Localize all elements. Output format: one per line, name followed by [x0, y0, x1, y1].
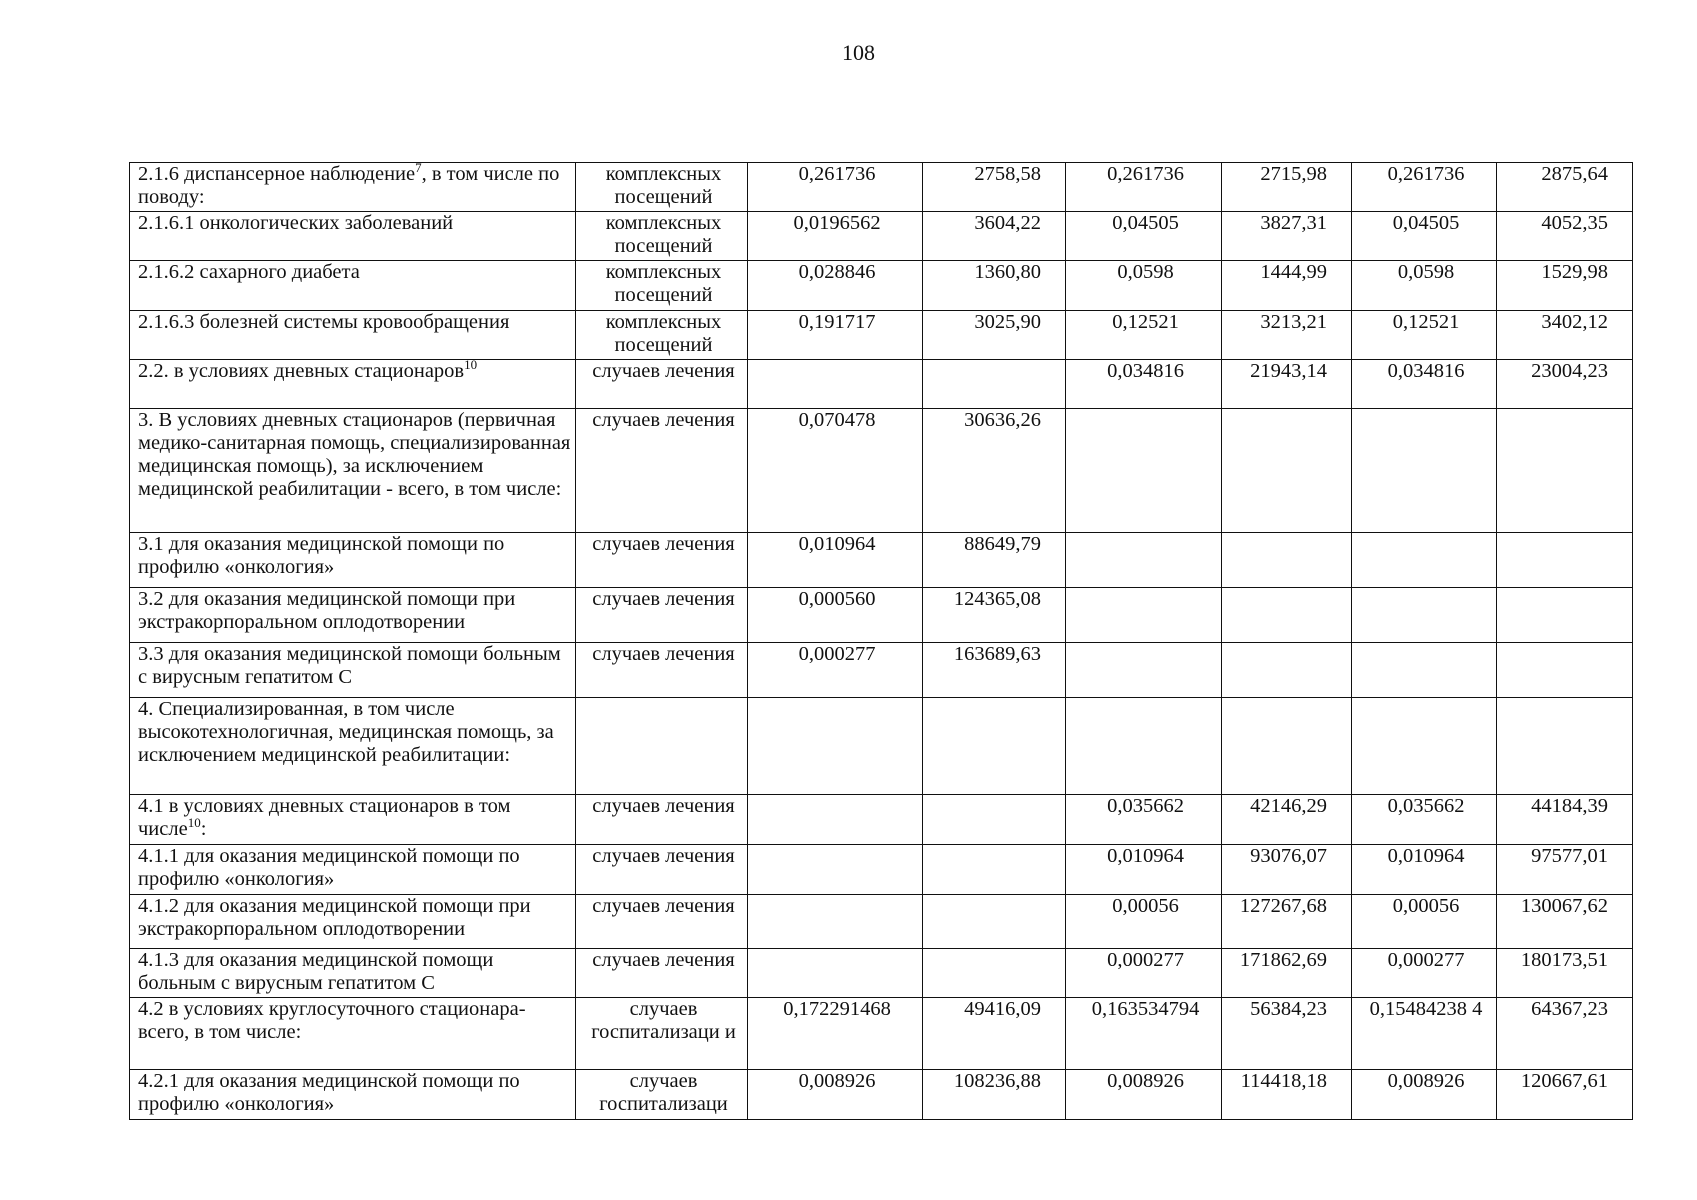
row-name-cell: [130, 261, 576, 311]
unit-cell: случаев лечения: [576, 588, 748, 643]
row-name: 2.1.6.2 сахарного диабета: [138, 261, 360, 283]
value-cell: [1066, 643, 1222, 698]
unit-cell: случаев госпитализаци и: [576, 998, 748, 1070]
value-cell: [1222, 698, 1352, 795]
row-name-cell: [130, 409, 576, 533]
row-name-cell: [130, 698, 576, 795]
value-cell: 0,172291468: [748, 998, 923, 1070]
value-cell: [1497, 698, 1633, 795]
row-name: 4. Специализированная, в том числе высокотехнологичная, медицинская помощь, за исключением медицинской реабилитации:: [138, 698, 554, 766]
unit-cell: комплексных посещений: [576, 311, 748, 360]
table-row: [130, 698, 1633, 795]
standards-table: [129, 162, 1633, 1120]
value-cell: 0,0598: [1352, 261, 1497, 311]
unit-cell: комплексных посещений: [576, 212, 748, 261]
value-cell: 127267,68: [1222, 895, 1352, 949]
unit-cell: случаев лечения: [576, 533, 748, 588]
value-cell: 0,191717: [748, 311, 923, 360]
row-name-cell: [130, 895, 576, 949]
value-cell: 124365,08: [923, 588, 1066, 643]
row-name: 4.1.3 для оказания медицинской помощи больным с вирусным гепатитом С: [138, 949, 494, 994]
value-cell: [1352, 409, 1497, 533]
value-cell: 0,008926: [1352, 1070, 1497, 1120]
value-cell: [1222, 533, 1352, 588]
value-cell: 2715,98: [1222, 163, 1352, 212]
value-cell: [923, 360, 1066, 409]
table-row: [130, 949, 1633, 998]
value-cell: 3827,31: [1222, 212, 1352, 261]
value-cell: 0,261736: [748, 163, 923, 212]
row-name-tail: , в том числе по поводу:: [138, 163, 560, 208]
value-cell: [748, 795, 923, 845]
value-cell: 1529,98: [1497, 261, 1633, 311]
row-name: 4.2.1 для оказания медицинской помощи по профилю «онкология»: [138, 1070, 520, 1115]
value-cell: [1066, 533, 1222, 588]
unit-cell: случаев лечения: [576, 845, 748, 895]
value-cell: [1066, 409, 1222, 533]
unit-cell: случаев лечения: [576, 643, 748, 698]
table-row: [130, 588, 1633, 643]
value-cell: 0,163534794: [1066, 998, 1222, 1070]
value-cell: [923, 845, 1066, 895]
table-row: [130, 261, 1633, 311]
value-cell: 93076,07: [1222, 845, 1352, 895]
value-cell: 0,12521: [1352, 311, 1497, 360]
value-cell: 23004,23: [1497, 360, 1633, 409]
table-row: [130, 643, 1633, 698]
row-name-cell: [130, 212, 576, 261]
table-row: [130, 212, 1633, 261]
table-row: [130, 163, 1633, 212]
row-name-tail: :: [200, 818, 207, 840]
table-row: [130, 895, 1633, 949]
value-cell: [923, 698, 1066, 795]
value-cell: 3213,21: [1222, 311, 1352, 360]
row-name-cell: [130, 998, 576, 1070]
value-cell: [1497, 643, 1633, 698]
value-cell: 0,008926: [1066, 1070, 1222, 1120]
value-cell: 1360,80: [923, 261, 1066, 311]
value-cell: [1352, 588, 1497, 643]
value-cell: 88649,79: [923, 533, 1066, 588]
value-cell: [748, 949, 923, 998]
row-name: 4.1.1 для оказания медицинской помощи по профилю «онкология»: [138, 845, 520, 890]
value-cell: 3025,90: [923, 311, 1066, 360]
value-cell: 2758,58: [923, 163, 1066, 212]
table-row: [130, 409, 1633, 533]
row-name-cell: [130, 845, 576, 895]
value-cell: [1352, 533, 1497, 588]
value-cell: 0,035662: [1352, 795, 1497, 845]
unit-cell: комплексных посещений: [576, 163, 748, 212]
value-cell: 0,000560: [748, 588, 923, 643]
value-cell: 4052,35: [1497, 212, 1633, 261]
table-row: [130, 998, 1633, 1070]
row-name-cell: [130, 949, 576, 998]
value-cell: 0,261736: [1066, 163, 1222, 212]
table-row: [130, 311, 1633, 360]
value-cell: 0,028846: [748, 261, 923, 311]
row-name: 4.2 в условиях круглосуточного стационара- всего, в том числе:: [138, 998, 526, 1043]
value-cell: 0,034816: [1066, 360, 1222, 409]
value-cell: 30636,26: [923, 409, 1066, 533]
value-cell: 56384,23: [1222, 998, 1352, 1070]
value-cell: 0,04505: [1352, 212, 1497, 261]
row-name: 3.2 для оказания медицинской помощи при экстракорпоральном оплодотворении: [138, 588, 516, 633]
table-row: [130, 1070, 1633, 1120]
value-cell: 3402,12: [1497, 311, 1633, 360]
value-cell: [1497, 409, 1633, 533]
table-row: [130, 533, 1633, 588]
unit-cell: случаев лечения: [576, 949, 748, 998]
value-cell: 0,010964: [1066, 845, 1222, 895]
footnote-ref: 10: [187, 815, 201, 830]
value-cell: 0,070478: [748, 409, 923, 533]
value-cell: 0,034816: [1352, 360, 1497, 409]
value-cell: 0,010964: [1352, 845, 1497, 895]
value-cell: [748, 360, 923, 409]
value-cell: [1222, 643, 1352, 698]
row-name: 2.1.6.1 онкологических заболеваний: [138, 212, 454, 234]
value-cell: 0,008926: [748, 1070, 923, 1120]
value-cell: 0,00056: [1352, 895, 1497, 949]
unit-cell: случаев лечения: [576, 895, 748, 949]
value-cell: 0,010964: [748, 533, 923, 588]
row-name-cell: [130, 588, 576, 643]
value-cell: 0,12521: [1066, 311, 1222, 360]
value-cell: 108236,88: [923, 1070, 1066, 1120]
row-name-cell: [130, 643, 576, 698]
unit-cell: комплексных посещений: [576, 261, 748, 311]
footnote-ref: 10: [464, 359, 478, 372]
value-cell: [748, 895, 923, 949]
value-cell: 0,0196562: [748, 212, 923, 261]
row-name-cell: [130, 163, 576, 212]
unit-cell: случаев лечения: [576, 409, 748, 533]
value-cell: 130067,62: [1497, 895, 1633, 949]
row-name: 2.2. в условиях дневных стационаров: [138, 360, 465, 382]
row-name: 3.3 для оказания медицинской помощи больным с вирусным гепатитом С: [138, 643, 561, 688]
table-body: [130, 163, 1633, 1120]
footnote-ref: 7: [415, 162, 422, 175]
value-cell: 0,000277: [1066, 949, 1222, 998]
row-name-cell: [130, 795, 576, 845]
value-cell: 1444,99: [1222, 261, 1352, 311]
row-name: 2.1.6 диспансерное наблюдение: [138, 163, 416, 185]
value-cell: 49416,09: [923, 998, 1066, 1070]
row-name-cell: [130, 311, 576, 360]
value-cell: 163689,63: [923, 643, 1066, 698]
row-name: 3.1 для оказания медицинской помощи по профилю «онкология»: [138, 533, 505, 578]
value-cell: 2875,64: [1497, 163, 1633, 212]
value-cell: [1066, 698, 1222, 795]
value-cell: 0,00056: [1066, 895, 1222, 949]
value-cell: [1352, 698, 1497, 795]
value-cell: 0,04505: [1066, 212, 1222, 261]
value-cell: 97577,01: [1497, 845, 1633, 895]
value-cell: [1352, 643, 1497, 698]
value-cell: 114418,18: [1222, 1070, 1352, 1120]
value-cell: [1222, 409, 1352, 533]
value-cell: 3604,22: [923, 212, 1066, 261]
value-cell: [923, 949, 1066, 998]
value-cell: 0,000277: [748, 643, 923, 698]
value-cell: 180173,51: [1497, 949, 1633, 998]
value-cell: 64367,23: [1497, 998, 1633, 1070]
value-cell: [923, 895, 1066, 949]
row-name-cell: [130, 1070, 576, 1120]
value-cell: 0,15484238 4: [1352, 998, 1497, 1070]
value-cell: [1066, 588, 1222, 643]
table-row: [130, 795, 1633, 845]
value-cell: [923, 795, 1066, 845]
row-name: 2.1.6.3 болезней системы кровообращения: [138, 311, 510, 333]
page-number: 108: [842, 40, 875, 65]
value-cell: 44184,39: [1497, 795, 1633, 845]
unit-cell: случаев лечения: [576, 360, 748, 409]
value-cell: [1222, 588, 1352, 643]
value-cell: [748, 698, 923, 795]
unit-cell: случаев госпитализаци: [576, 1070, 748, 1120]
unit-cell: [576, 698, 748, 795]
row-name: 3. В условиях дневных стационаров (первичная медико-санитарная помощь, специализированная медицинская помощь), за исключением медицинской реабилитации - всего, в том числе:: [138, 409, 571, 500]
value-cell: 0,035662: [1066, 795, 1222, 845]
unit-cell: случаев лечения: [576, 795, 748, 845]
table-row: [130, 360, 1633, 409]
value-cell: [1497, 533, 1633, 588]
row-name-cell: [130, 360, 576, 409]
value-cell: 42146,29: [1222, 795, 1352, 845]
value-cell: 21943,14: [1222, 360, 1352, 409]
table-row: [130, 845, 1633, 895]
value-cell: 120667,61: [1497, 1070, 1633, 1120]
value-cell: 0,000277: [1352, 949, 1497, 998]
value-cell: [1497, 588, 1633, 643]
value-cell: 171862,69: [1222, 949, 1352, 998]
row-name-cell: [130, 533, 576, 588]
value-cell: 0,261736: [1352, 163, 1497, 212]
value-cell: 0,0598: [1066, 261, 1222, 311]
row-name: 4.1 в условиях дневных стационаров в том числе: [138, 795, 511, 840]
value-cell: [748, 845, 923, 895]
row-name: 4.1.2 для оказания медицинской помощи при экстракорпоральном оплодотворении: [138, 895, 531, 940]
